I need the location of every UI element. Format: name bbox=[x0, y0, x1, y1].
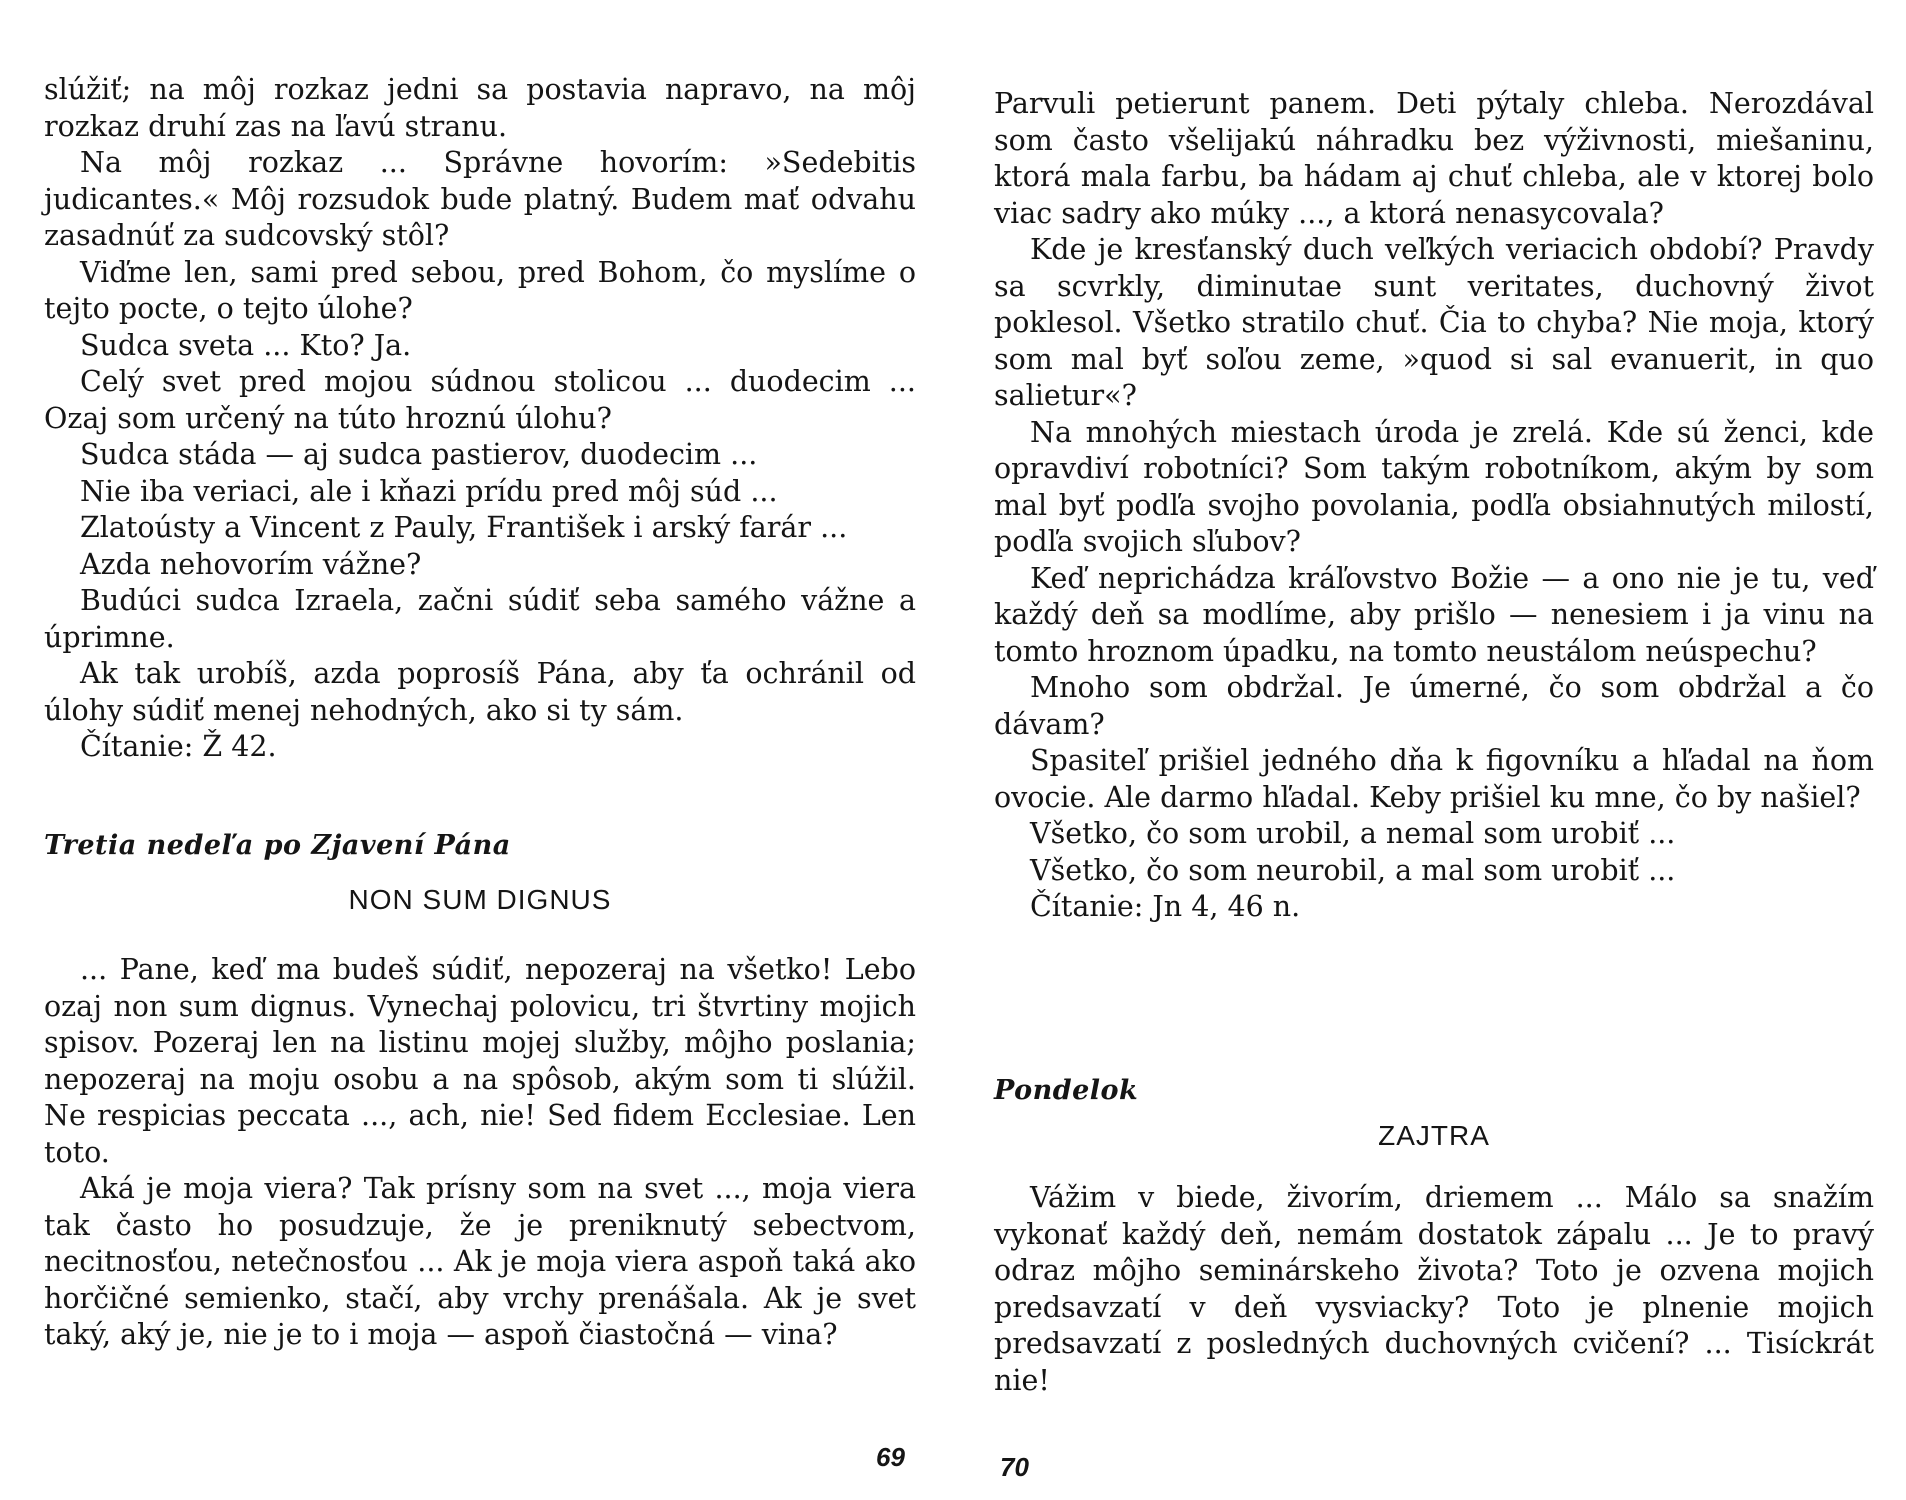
left-paragraph: Sudca sveta ... Kto? Ja. bbox=[80, 328, 412, 362]
left-paragraph: Zlatoústy a Vincent z Pauly, František i arský farár ... bbox=[80, 511, 848, 544]
right-page-top-text bbox=[994, 86, 1874, 926]
left-page-top-text bbox=[44, 72, 916, 766]
right-paragraph: Na mnohých miestach úroda je zrelá. Kde sú ženci, kde opravdiví robotníci? Som takým robotníkom, akým by som mal byť podľa svojho povolania, podľa obsiahnutých milostí, podľa svojich sľubov? bbox=[994, 415, 1874, 558]
right-paragraph: Všetko, čo som urobil, a nemal som urobiť ... bbox=[1030, 817, 1676, 850]
left-paragraph: Na môj rozkaz ... Správne hovorím: »Sedebitis judicantes.« Môj rozsudok bude platný. Budem mať odvahu zasadnúť za sudcovský stôl? bbox=[44, 146, 916, 252]
right-paragraph: Parvuli petierunt panem. Deti pýtaly chleba. Nerozdával som často všelijakú náhradku bez výživnosti, miešaninu, ktorá mala farbu, ba hádam aj chuť chleba, ale v ktorej bolo viac sadry ako múky ..., a ktorá nenasycovala? bbox=[994, 87, 1874, 230]
left-paragraph: Azda nehovorím vážne? bbox=[80, 547, 422, 581]
left-paragraph: Celý svet pred mojou súdnou stolicou ... duodecim ... Ozaj som určený na túto hroznú úlohu? bbox=[44, 365, 916, 435]
left-page-section-text bbox=[44, 952, 916, 1354]
page-number: 69 bbox=[876, 1442, 905, 1472]
section-label: Tretia nedeľa po Zjavení Pána bbox=[44, 830, 511, 861]
right-paragraph: Všetko, čo som neurobil, a mal som urobiť ... bbox=[1030, 853, 1676, 887]
left-paragraph: Budúci sudca Izraela, začni súdiť seba samého vážne a úprimne. bbox=[44, 584, 916, 654]
right-paragraph: Keď neprichádza kráľovstvo Božie — a ono nie je tu, veď každý deň sa modlíme, aby prišlo — nenesiem i ja vinu na tomto hroznom úpadku, na tomto neustálom neúspechu? bbox=[994, 561, 1874, 668]
left-paragraph: Sudca stáda — aj sudca pastierov, duodecim ... bbox=[80, 438, 758, 471]
left-paragraph: Ak tak urobíš, azda poprosíš Pána, aby ťa ochránil od úlohy súdiť menej nehodných, ako si ty sám. bbox=[44, 657, 916, 727]
section-label: Pondelok bbox=[994, 1075, 1139, 1106]
left-paragraph: Čítanie: Ž 42. bbox=[80, 730, 277, 763]
right-section-paragraph: Vážim v biede, živorím, driemem ... Málo sa snažím vykonať každý deň, nemám dostatok zápalu ... Je to pravý odraz môjho seminárskeho života? Toto je ozvena mojich predsavzatí v deň vysviacky? Toto je plnenie mojich predsavzatí z posledných duchovných cvičení? ... Tisíckrát nie! bbox=[994, 1181, 1874, 1397]
left-page bbox=[44, 0, 916, 1500]
left-paragraph: slúžiť; na môj rozkaz jedni sa postavia napravo, na môj rozkaz druhí zas na ľavú stranu. bbox=[44, 73, 916, 143]
left-paragraph: Nie iba veriaci, ale i kňazi prídu pred môj súd ... bbox=[80, 474, 778, 508]
right-page-section-text bbox=[994, 1180, 1874, 1399]
section-title: NON SUM DIGNUS bbox=[348, 884, 612, 915]
right-page bbox=[994, 0, 1874, 1500]
page-number: 70 bbox=[1000, 1452, 1029, 1482]
right-paragraph: Mnoho som obdržal. Je úmerné, čo som obdržal a čo dávam? bbox=[994, 671, 1874, 741]
left-section-paragraph: Aká je moja viera? Tak prísny som na svet ..., moja viera tak často ho posudzuje, že je preniknutý sebectvom, necitnosťou, netečnosťou ... Ak je moja viera aspoň taká ako horčičné semienko, stačí, aby vrchy prenášala. Ak je svet taký, aký je, nie je to i moja — aspoň čiastočná — vina? bbox=[44, 1172, 916, 1351]
left-paragraph: Viďme len, sami pred sebou, pred Bohom, čo myslíme o tejto pocte, o tejto úlohe? bbox=[44, 255, 916, 325]
right-paragraph: Kde je kresťanský duch veľkých veriacich období? Pravdy sa scvrkly, diminutae sunt veritates, duchovný život poklesol. Všetko stratilo chuť. Čia to chyba? Nie moja, ktorý som mal byť soľou zeme, »quod si sal evanuerit, in quo salietur«? bbox=[994, 233, 1874, 412]
right-paragraph: Čítanie: Jn 4, 46 n. bbox=[1030, 890, 1301, 923]
left-section-paragraph: ... Pane, keď ma budeš súdiť, nepozeraj na všetko! Lebo ozaj non sum dignus. Vynechaj polovicu, tri štvrtiny mojich spisov. Pozeraj len na listinu mojej služby, môjho poslania; nepozeraj na moju osobu a na spôsob, akým som ti slúžil. Ne respicias peccata ..., ach, nie! Sed fidem Ecclesiae. Len toto. bbox=[44, 953, 916, 1169]
right-paragraph: Spasiteľ prišiel jedného dňa k figovníku a hľadal na ňom ovocie. Ale darmo hľadal. Keby prišiel ku mne, čo by našiel? bbox=[994, 744, 1874, 814]
section-title: ZAJTRA bbox=[1378, 1120, 1490, 1151]
